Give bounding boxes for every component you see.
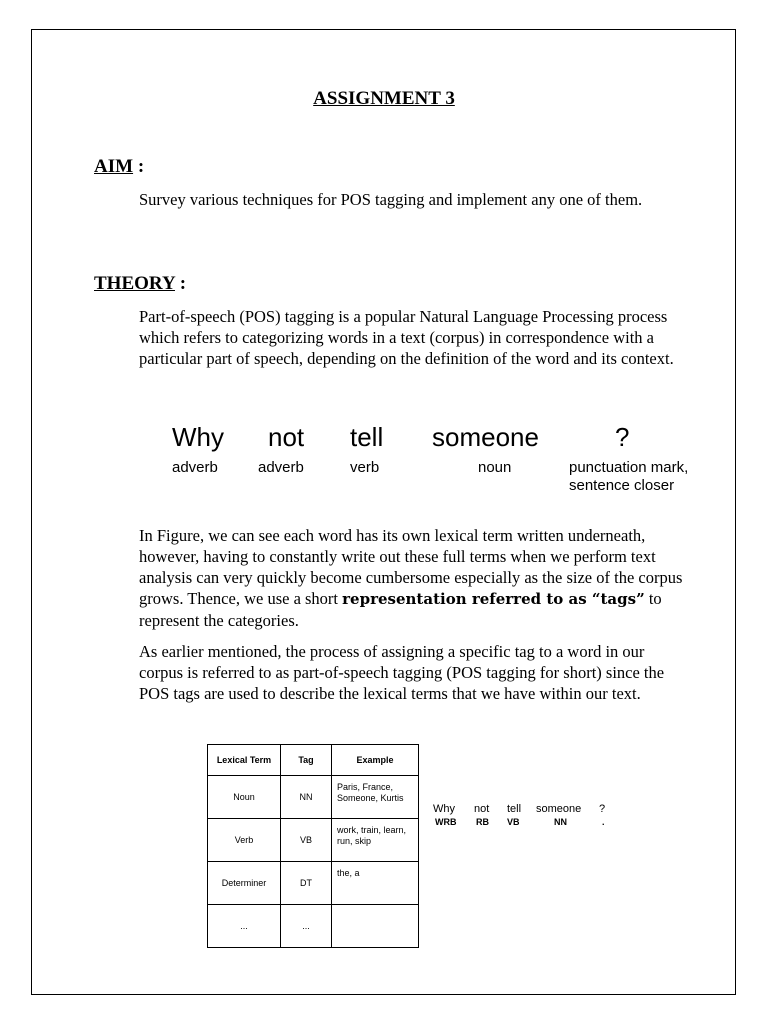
- tagged-tag: RB: [476, 817, 489, 827]
- table-cell-tag: DT: [281, 862, 332, 905]
- figure-word: someone: [432, 422, 539, 452]
- pos-tag-table: [207, 744, 419, 948]
- theory-heading: [94, 273, 186, 295]
- aim-text: Survey various techniques for POS tagging and implement any one of them.: [139, 190, 643, 209]
- table-cell-term: ...: [208, 905, 281, 948]
- theory-heading-colon: :: [174, 273, 187, 294]
- tagged-word: ?: [599, 803, 606, 815]
- title-text: ASSIGNMENT 3: [313, 88, 455, 109]
- table-row: [208, 905, 419, 948]
- figure-word: not: [268, 422, 305, 452]
- figure-word: ?: [615, 422, 630, 452]
- figure-pos: verb: [350, 459, 380, 476]
- theory-heading-text: THEORY: [94, 273, 175, 294]
- tagged-word: not: [474, 803, 490, 815]
- paragraph-text: to represent the categories.: [139, 589, 662, 630]
- table-row: [208, 776, 419, 819]
- table-header-row: [208, 745, 419, 776]
- tagged-tag: .: [602, 817, 605, 827]
- theory-paragraph-2: [139, 525, 684, 631]
- tagged-tag: WRB: [435, 817, 457, 827]
- tagged-tag: NN: [554, 817, 567, 827]
- table-cell-example: work, train, learn, run, skip: [332, 819, 419, 862]
- pos-example-figure: [168, 422, 708, 497]
- table-cell-term: Noun: [208, 776, 281, 819]
- table-cell-term: Verb: [208, 819, 281, 862]
- table-cell-example: [332, 905, 419, 948]
- table-cell-tag: NN: [281, 776, 332, 819]
- tags-emphasis: representation referred to as “tags”: [342, 590, 645, 608]
- figure-pos: adverb: [172, 459, 218, 476]
- table-cell-term: Determiner: [208, 862, 281, 905]
- tagged-tag: VB: [507, 817, 520, 827]
- figure-pos: noun: [478, 459, 512, 476]
- tagged-word: Why: [433, 803, 455, 815]
- table-header: Example: [332, 745, 419, 776]
- aim-heading-colon: :: [133, 156, 145, 177]
- figure-pos: adverb: [258, 459, 304, 476]
- page-title: [0, 88, 768, 110]
- tagged-word: tell: [507, 803, 522, 815]
- theory-paragraph-1: Part-of-speech (POS) tagging is a popular Natural Language Processing process which refers to categorizing words in a text (corpus) in correspondence with a particular part of speech, depending on the definition of the word and its context.: [139, 307, 674, 368]
- table-header: Tag: [281, 745, 332, 776]
- table-cell-example: Paris, France, Someone, Kurtis: [332, 776, 419, 819]
- table-cell-example: the, a: [332, 862, 419, 905]
- table-row: [208, 862, 419, 905]
- table-cell-tag: ...: [281, 905, 332, 948]
- table-cell-tag: VB: [281, 819, 332, 862]
- figure-pos: punctuation mark,: [569, 459, 689, 476]
- aim-heading: [94, 156, 144, 178]
- figure-word: tell: [350, 422, 384, 452]
- paragraph-text: In Figure, we can see each word has its own lexical term written underneath, however, having to constantly write out these full terms when we perform text analysis can very quickly become cumbersome especially as the size of the corpus grows. Thence, we use a short: [139, 526, 683, 608]
- aim-heading-text: AIM: [94, 156, 134, 177]
- table-row: [208, 819, 419, 862]
- tagged-word: someone: [536, 803, 582, 815]
- table-header: Lexical Term: [208, 745, 281, 776]
- theory-paragraph-3: As earlier mentioned, the process of assigning a specific tag to a word in our corpus is referred to as part-of-speech tagging (POS tagging for short) since the POS tags are used to describe the lexical terms that we have within our text.: [139, 642, 665, 703]
- figure-pos: sentence closer: [569, 477, 675, 494]
- figure-word: Why: [172, 422, 224, 452]
